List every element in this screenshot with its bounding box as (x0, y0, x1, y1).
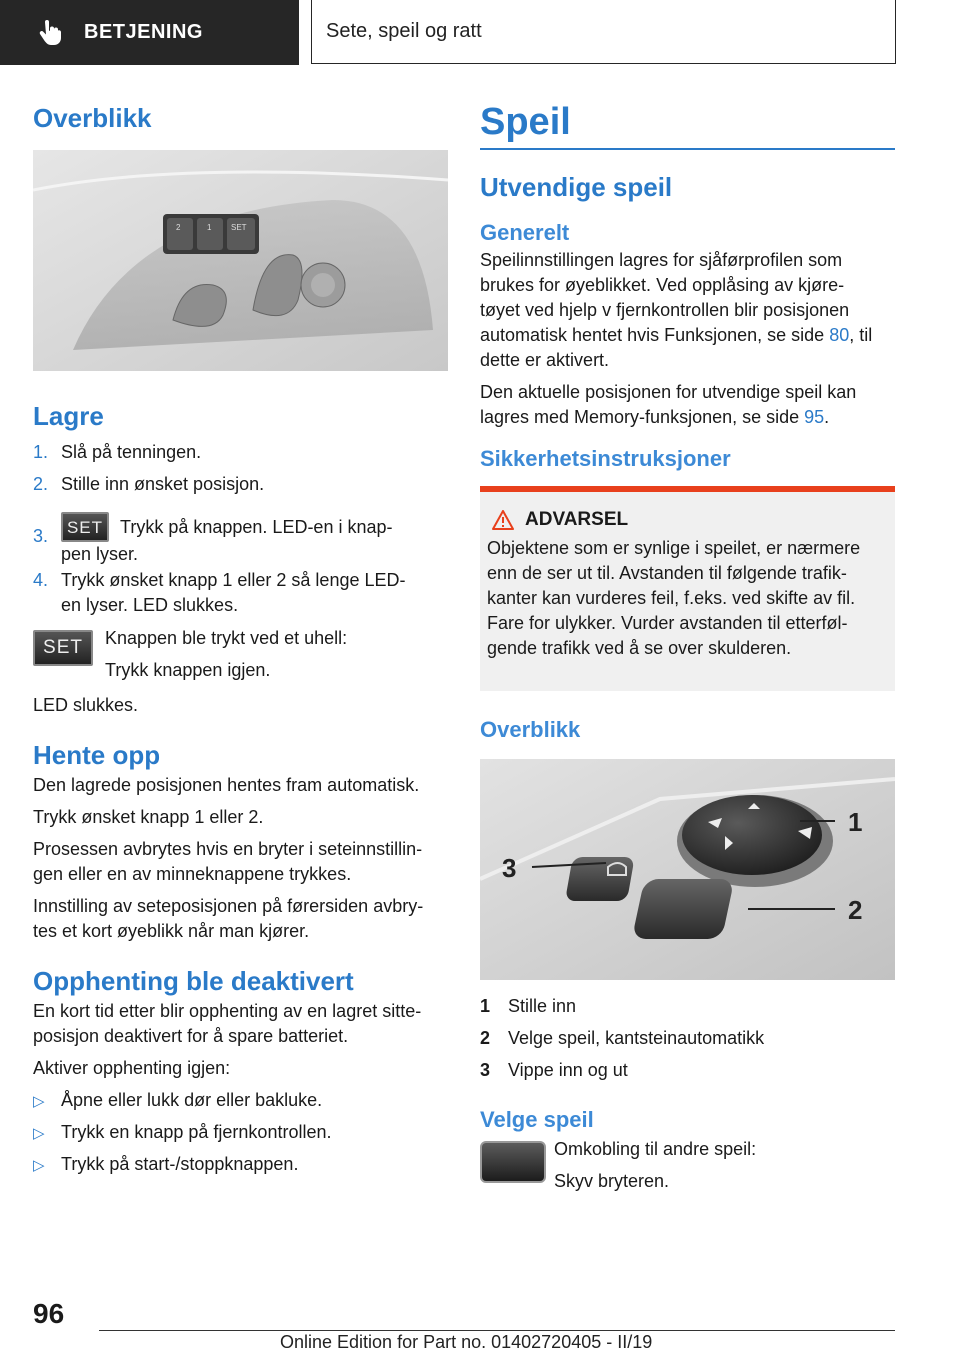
generelt-heading: Generelt (480, 220, 570, 245)
warning-triangle-icon (492, 510, 514, 530)
page-link-80[interactable]: 80 (829, 325, 850, 345)
accident-text: Knappen ble trykt ved et uhell: (105, 628, 348, 648)
set-button-icon: SET (61, 512, 109, 542)
warning-text: Objektene som er synlige i speilet, er nærmere enn de ser ut til. Avstanden til følgende trafik‐ kanter kan vurderes feil, f.eks. ved skifte av fil. Fare for ulykker. Vurder avstanden til etterføl‐ gende trafikk ved å se over skulderen. (487, 538, 861, 658)
lagre-heading: Lagre (33, 401, 104, 431)
list-item: ▷ Åpne eller lukk dør eller bakluke. (33, 1088, 448, 1120)
list-item: 2 Velge speil, kantsteinautomatikk (480, 1028, 765, 1048)
triangle-bullet-icon: ▷ (33, 1093, 45, 1110)
list-item: ▷ Trykk på start-/stoppknappen. (33, 1152, 448, 1184)
callout-3: 3 (502, 853, 517, 883)
page-link-95[interactable]: 95 (804, 407, 825, 427)
paragraph: Aktiver opphenting igjen: (33, 1058, 231, 1078)
utvendige-heading: Utvendige speil (480, 172, 673, 202)
list-item (33, 568, 448, 626)
step-number: 3. (33, 526, 49, 546)
paragraph: Den lagrede posisjonen hentes fram automatisk. (33, 775, 420, 795)
list-item: 1 Stille inn (480, 996, 577, 1016)
led-off-text: LED slukkes. (33, 695, 139, 715)
paragraph: En kort tid etter blir opphenting av en lagret sitte‐ posisjon deaktivert for å spare batteriet. (33, 1001, 422, 1046)
list-item: 3 Vippe inn og ut (480, 1060, 628, 1080)
speil-heading: Speil (480, 101, 571, 143)
warning-box (480, 486, 895, 691)
warning-title: ADVARSEL (525, 509, 629, 530)
page-number: 96 (33, 1298, 65, 1329)
triangle-bullet-icon: ▷ (33, 1157, 45, 1174)
step-text: Trykk på knappen. LED-en i knap‐ (120, 516, 393, 537)
section-tab (0, 0, 299, 65)
page-header (0, 0, 960, 66)
step-text-cont: pen lyser. (61, 544, 139, 564)
step-text: Stille inn ønsket posisjon. (61, 474, 265, 494)
list-item (33, 512, 448, 568)
deaktivert-heading: Opphenting ble deaktivert (33, 966, 354, 996)
warning-title-row (492, 509, 895, 531)
callout-1: 1 (848, 807, 863, 837)
paragraph: Prosessen avbrytes hvis en bryter i seteinnstillin‐ gen eller en av minneknappene trykkes. (33, 839, 423, 884)
callout-2: 2 (848, 895, 863, 925)
section-label: BETJENING (84, 21, 203, 43)
overblikk-heading: Overblikk (480, 717, 581, 742)
list-item (33, 440, 448, 472)
hente-heading: Hente opp (33, 740, 161, 770)
list-item: ▷ Trykk en knapp på fjernkontrollen. (33, 1120, 448, 1152)
triangle-bullet-icon: ▷ (33, 1125, 45, 1142)
seat-memory-buttons-image (33, 150, 448, 371)
accident-action: Trykk knappen igjen. (105, 660, 271, 680)
step-text-cont: en lyser. LED slukkes. (61, 595, 239, 615)
paragraph: Den aktuelle posisjonen for utvendige speil kan lagres med Memory-funksjonen, se side 95. (480, 382, 857, 427)
sikkerhet-heading: Sikkerhetsinstruksjoner (480, 446, 731, 471)
list-item (33, 472, 448, 512)
seat-button-label-2: 2 (176, 223, 181, 232)
step-text: Slå på tenningen. (61, 442, 202, 462)
chapter-label: Sete, speil og ratt (326, 20, 482, 42)
step-number: 2. (33, 474, 49, 494)
footer-rule (99, 1330, 895, 1331)
set-button-icon: SET (33, 630, 93, 666)
mirror-switch-illustration (480, 759, 895, 980)
mirror-select-switch-icon (480, 1141, 546, 1183)
paragraph: Trykk ønsket knapp 1 eller 2. (33, 807, 264, 827)
accident-note (33, 626, 448, 690)
hand-pointer-icon (38, 20, 62, 46)
paragraph: Innstilling av seteposisjonen på førersiden avbry‐ tes et kort øyeblikk når man kjører. (33, 896, 424, 941)
legend-list (480, 994, 895, 1090)
seat-panel-illustration (33, 150, 448, 371)
lagre-steps (33, 440, 448, 626)
right-column (480, 96, 895, 1197)
left-column (33, 96, 448, 1184)
step-text: Trykk ønsket knapp 1 eller 2 så lenge LED- (61, 570, 406, 590)
warning-bar (480, 486, 895, 492)
heading-rule (480, 148, 895, 150)
mirror-switch-image (480, 759, 895, 980)
seat-button-label-1: 1 (207, 223, 212, 232)
velge-heading: Velge speil (480, 1107, 594, 1132)
velge-note (480, 1137, 895, 1197)
edition-text: Online Edition for Part no. 01402720405 - II/19 (280, 1332, 653, 1352)
step-number: 4. (33, 570, 49, 590)
velge-text: Omkobling til andre speil: (554, 1139, 757, 1159)
chapter-tab (311, 0, 896, 64)
velge-action: Skyv bryteren. (554, 1171, 670, 1191)
overview-heading: Overblikk (33, 103, 152, 133)
seat-button-label-set: SET (231, 223, 247, 232)
reactivate-list (33, 1088, 448, 1184)
paragraph: Speilinnstillingen lagres for sjåførprofilen som brukes for øyeblikket. Ved opplåsing av kjøre‐ tøyet ved hjelp v fjernkontrollen blir posisjonen automatisk hentet hvis Funksjonen, se side 80, til dette er aktivert. (480, 250, 873, 370)
step-number: 1. (33, 442, 49, 462)
